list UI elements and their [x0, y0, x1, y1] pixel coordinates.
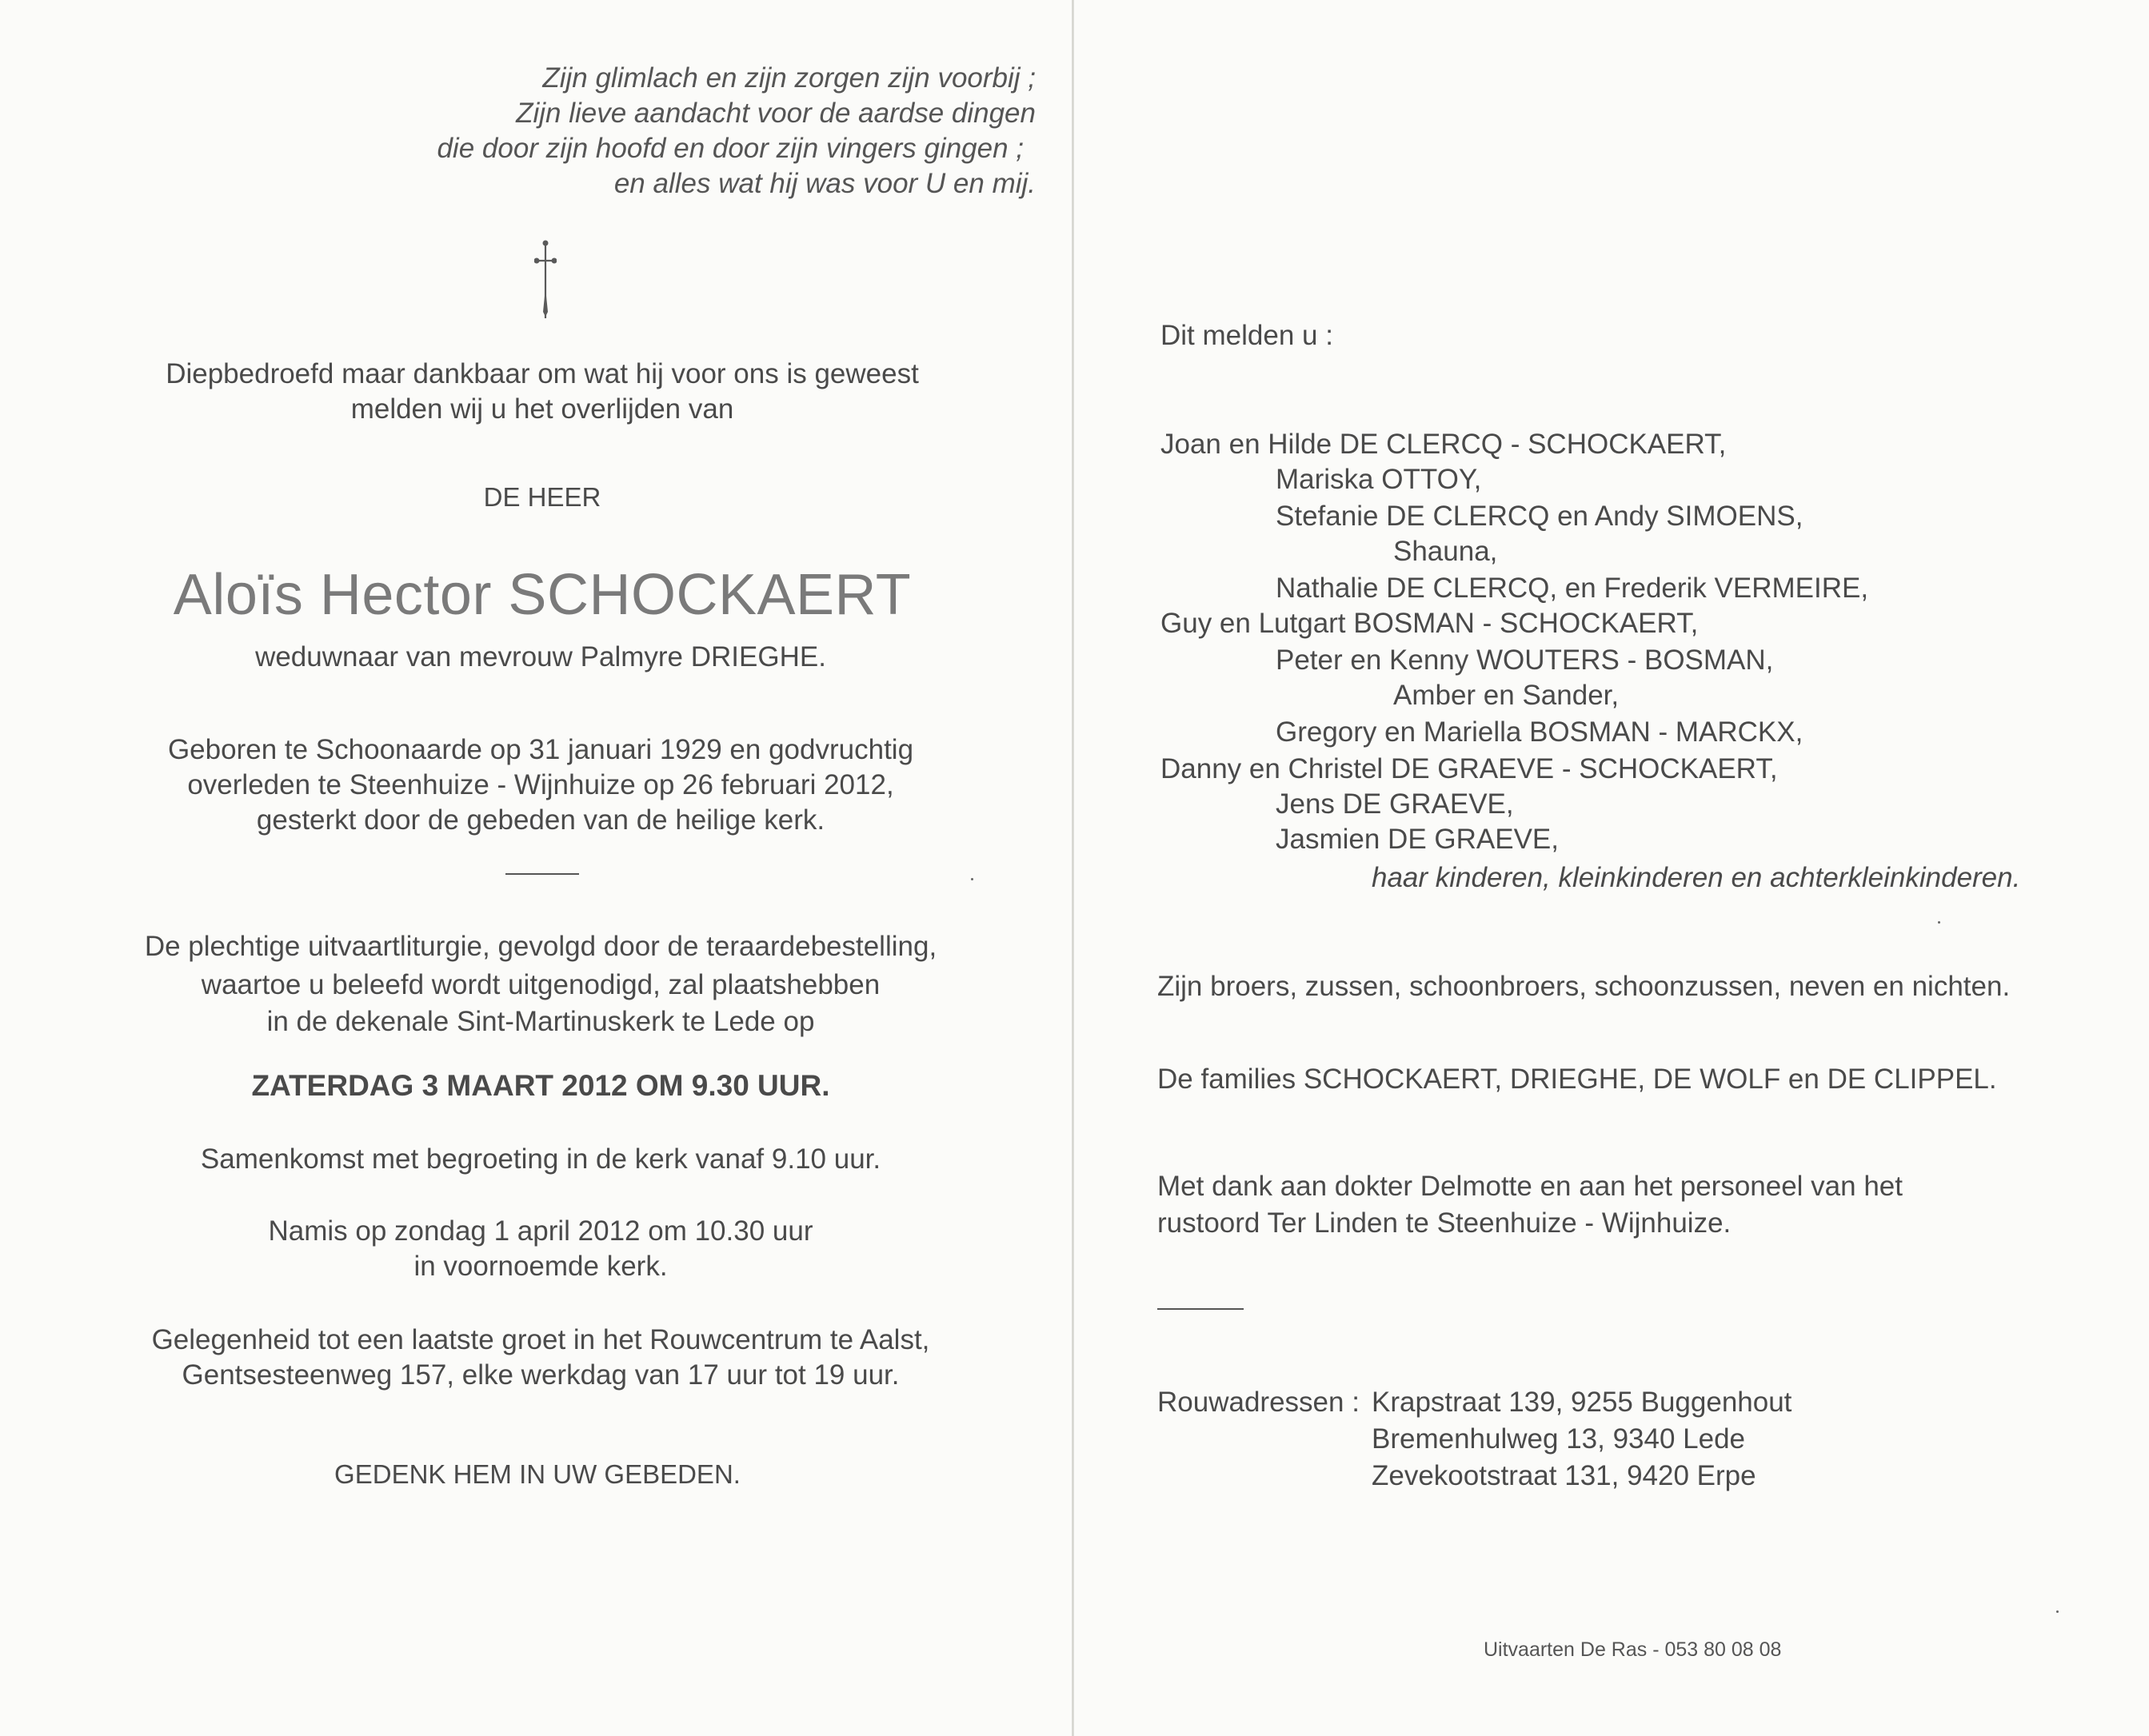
family-line-2: Mariska OTTOY, [1276, 464, 1482, 495]
family-line-4: Shauna, [1393, 536, 1498, 567]
addresses-label: Rouwadressen : [1157, 1387, 1360, 1418]
family-line-1: Joan en Hilde DE CLERCQ - SCHOCKAERT, [1160, 429, 1727, 460]
intro-line-1: Diepbedroefd maar dankbaar om wat hij voor ons is geweest [166, 358, 919, 389]
family-line-6: Guy en Lutgart BOSMAN - SCHOCKAERT, [1160, 608, 1699, 639]
family-line-11: Jens DE GRAEVE, [1276, 788, 1514, 820]
birth-death-line-3: gesterkt door de gebeden van de heilige kerk. [256, 804, 825, 836]
funeral-line-1: De plechtige uitvaartliturgie, gevolgd door de teraardebestelling, [144, 931, 937, 962]
funeral-date: ZATERDAG 3 MAART 2012 OM 9.30 UUR. [251, 1069, 830, 1102]
mass-line-2: in voornoemde kerk. [413, 1251, 668, 1282]
thanks-line-2: rustoord Ter Linden te Steenhuize - Wijnhuize. [1157, 1207, 1732, 1239]
closing-line: GEDENK HEM IN UW GEBEDEN. [334, 1459, 741, 1489]
family-line-12: Jasmien DE GRAEVE, [1276, 824, 1559, 855]
family-caption: haar kinderen, kleinkinderen en achterkleinkinderen. [1372, 862, 2021, 893]
thanks-line-1: Met dank aan dokter Delmotte en aan het personeel van het [1157, 1171, 1903, 1202]
siblings-line: Zijn broers, zussen, schoonbroers, schoonzussen, neven en nichten. [1157, 971, 2011, 1002]
poem-line-3: die door zijn hoofd en door zijn vingers gingen ; [437, 133, 1024, 164]
funeral-line-2: waartoe u beleefd wordt uitgenodigd, zal plaatshebben [201, 969, 881, 1000]
poem-line-1: Zijn glimlach en zijn zorgen zijn voorbij ; [542, 62, 1036, 94]
speck [2056, 1610, 2059, 1613]
family-line-10: Danny en Christel DE GRAEVE - SCHOCKAERT, [1160, 753, 1778, 784]
page-fold [1072, 0, 1074, 1736]
deceased-name: Aloïs Hector SCHOCKAERT [173, 563, 912, 627]
speck [1938, 921, 1940, 924]
address-line-2: Bremenhulweg 13, 9340 Lede [1372, 1423, 1746, 1455]
poem-line-4: en alles wat hij was voor U en mij. [613, 168, 1036, 199]
families-line: De families SCHOCKAERT, DRIEGHE, DE WOLF en DE CLIPPEL. [1157, 1064, 1997, 1095]
divider [505, 873, 579, 875]
gathering-line: Samenkomst met begroeting in de kerk vanaf 9.10 uur. [200, 1143, 881, 1175]
visitation-line-1: Gelegenheid tot een laatste groet in het Rouwcentrum te Aalst, [151, 1324, 930, 1355]
divider [1157, 1308, 1244, 1310]
family-line-5: Nathalie DE CLERCQ, en Frederik VERMEIRE, [1276, 573, 1869, 604]
honorific: DE HEER [483, 482, 601, 512]
family-line-8: Amber en Sander, [1393, 680, 1620, 711]
visitation-line-2: Gentsesteenweg 157, elke werkdag van 17 uur tot 19 uur. [182, 1359, 900, 1391]
family-line-3: Stefanie DE CLERCQ en Andy SIMOENS, [1276, 501, 1803, 532]
birth-death-line-1: Geboren te Schoonaarde op 31 januari 1929 en godvruchtig [167, 734, 914, 765]
address-line-1: Krapstraat 139, 9255 Buggenhout [1372, 1387, 1792, 1418]
family-line-9: Gregory en Mariella BOSMAN - MARCKX, [1276, 716, 1803, 748]
announce-line: Dit melden u : [1160, 320, 1333, 351]
speck [971, 878, 973, 880]
widower-line: weduwnaar van mevrouw Palmyre DRIEGHE. [255, 641, 826, 672]
funeral-line-3: in de dekenale Sint-Martinuskerk te Lede op [266, 1006, 815, 1037]
intro-line-2: melden wij u het overlijden van [350, 393, 734, 425]
birth-death-line-2: overleden te Steenhuize - Wijnhuize op 26 februari 2012, [187, 769, 894, 800]
left-page [0, 0, 1072, 1736]
cross-icon [534, 240, 557, 320]
right-page [1076, 0, 2149, 1736]
family-line-7: Peter en Kenny WOUTERS - BOSMAN, [1276, 645, 1774, 676]
mass-line-1: Namis op zondag 1 april 2012 om 10.30 uur [268, 1215, 813, 1247]
poem-line-2: Zijn lieve aandacht voor de aardse dingen [516, 98, 1036, 129]
address-line-3: Zevekootstraat 131, 9420 Erpe [1372, 1460, 1756, 1491]
undertaker-line: Uitvaarten De Ras - 053 80 08 08 [1484, 1638, 1782, 1661]
